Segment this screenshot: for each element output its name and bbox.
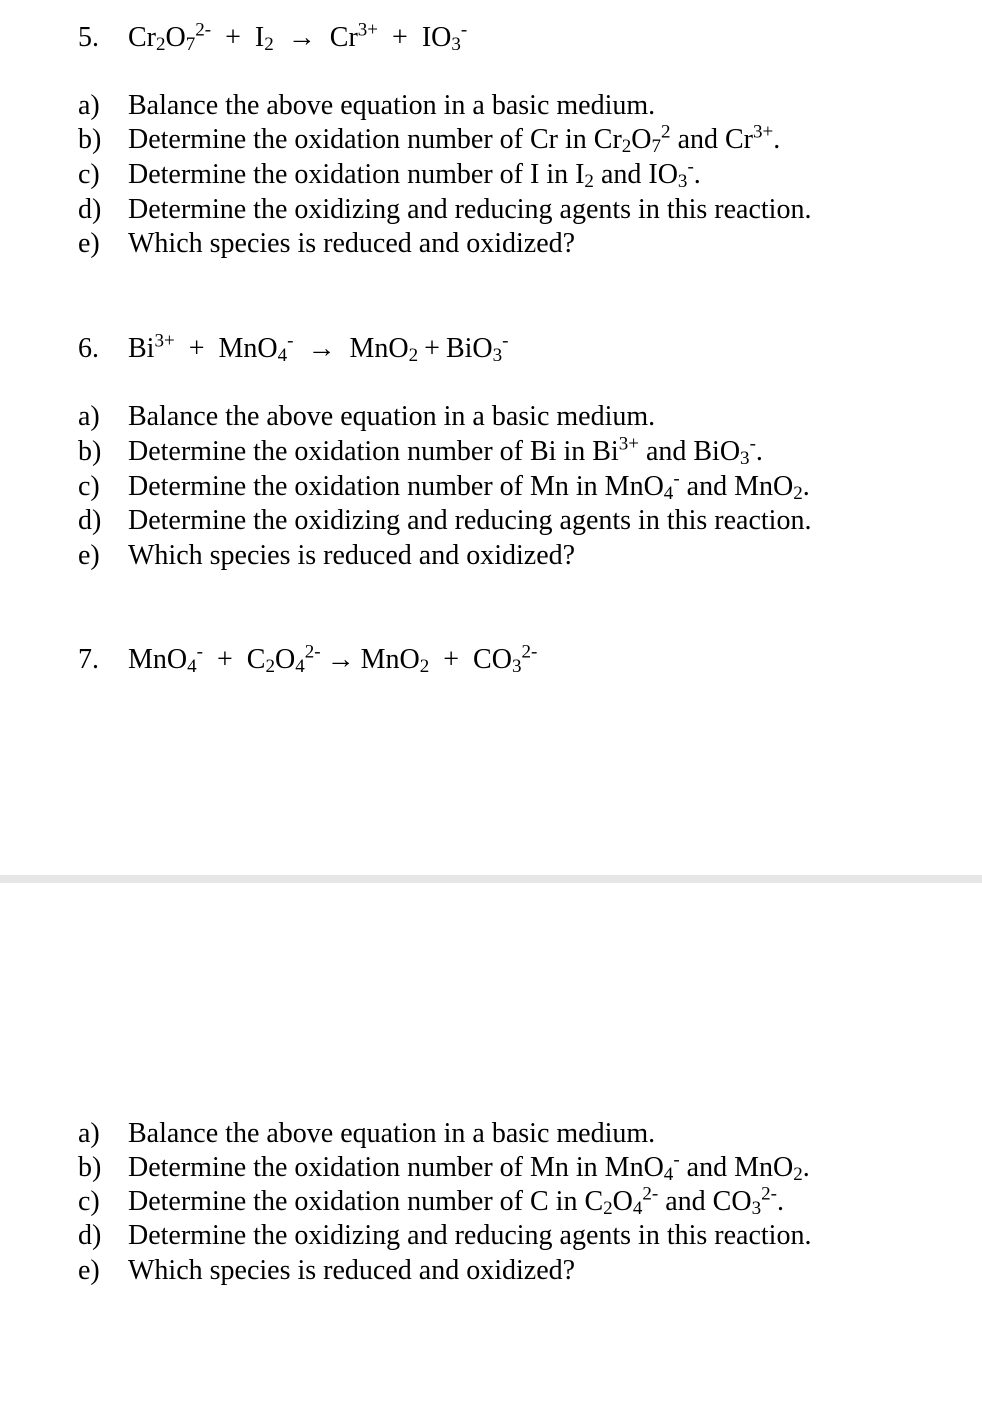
question-text: Determine the oxidation number of Cr in $Cr_2O_7^2$ and $Cr^{3+}$. (128, 121, 781, 158)
question-letter: c) (78, 1186, 100, 1217)
question-letter: a) (78, 1118, 100, 1149)
question-letter: b) (78, 1152, 102, 1183)
reaction-arrow: → (287, 22, 316, 53)
question-letter: b) (78, 124, 102, 155)
problem-6-number: 6. (78, 333, 99, 364)
question-letter: e) (78, 228, 100, 259)
problem-5-number: 5. (78, 22, 99, 53)
question-letter: b) (78, 436, 102, 467)
question-text: Determine the oxidation number of Mn in MnO$_4$- and MnO$_2$. (128, 468, 810, 505)
question-text: Which species is reduced and oxidized? (128, 540, 576, 571)
question-letter: c) (78, 159, 100, 190)
question-text: Which species is reduced and oxidized? (128, 228, 576, 259)
problem-7-number: 7. (78, 644, 99, 675)
question-letter: a) (78, 90, 100, 121)
question-letter: d) (78, 194, 102, 225)
question-letter: a) (78, 401, 100, 432)
problem-5-equation: $Cr_2O_7^{2-} + I_2 \to Cr^{3+} + IO_3^-$ (128, 19, 468, 56)
reaction-arrow: → (307, 333, 336, 364)
problem-6-equation: $Bi^{3+} + MnO_4^- \to MnO_2 + BiO_3^-$ (128, 330, 509, 367)
question-text: Determine the oxidation number of Mn in MnO$_4$- and MnO$_2$. (128, 1149, 810, 1186)
question-text: Determine the oxidation number of C in $C_2O_4^{2-}$ and $CO_3^{2-}$. (128, 1183, 784, 1220)
question-text: Which species is reduced and oxidized? (128, 1255, 576, 1286)
question-text: Determine the oxidation number of Bi in $Bi^{3+}$ and BiO$_3$-. (128, 433, 763, 470)
question-letter: e) (78, 1255, 100, 1286)
question-text: Balance the above equation in a basic medium. (128, 90, 656, 121)
problem-7-equation: $MnO_4^- + C_2O_4^{2-} \to MnO_2 + CO_3^{2-}$ (128, 641, 538, 678)
question-text: Determine the oxidizing and reducing agents in this reaction. (128, 505, 812, 536)
page-divider (0, 875, 982, 883)
question-text: Balance the above equation in a basic medium. (128, 1118, 656, 1149)
question-text: Balance the above equation in a basic medium. (128, 401, 656, 432)
question-letter: e) (78, 540, 100, 571)
question-text: Determine the oxidation number of I in $I_2$ and $IO_3^-$. (128, 156, 701, 193)
question-text: Determine the oxidizing and reducing agents in this reaction. (128, 1220, 812, 1251)
question-letter: c) (78, 471, 100, 502)
question-letter: d) (78, 1220, 102, 1251)
reaction-arrow: → (326, 644, 355, 675)
question-text: Determine the oxidizing and reducing agents in this reaction. (128, 194, 812, 225)
question-letter: d) (78, 505, 102, 536)
